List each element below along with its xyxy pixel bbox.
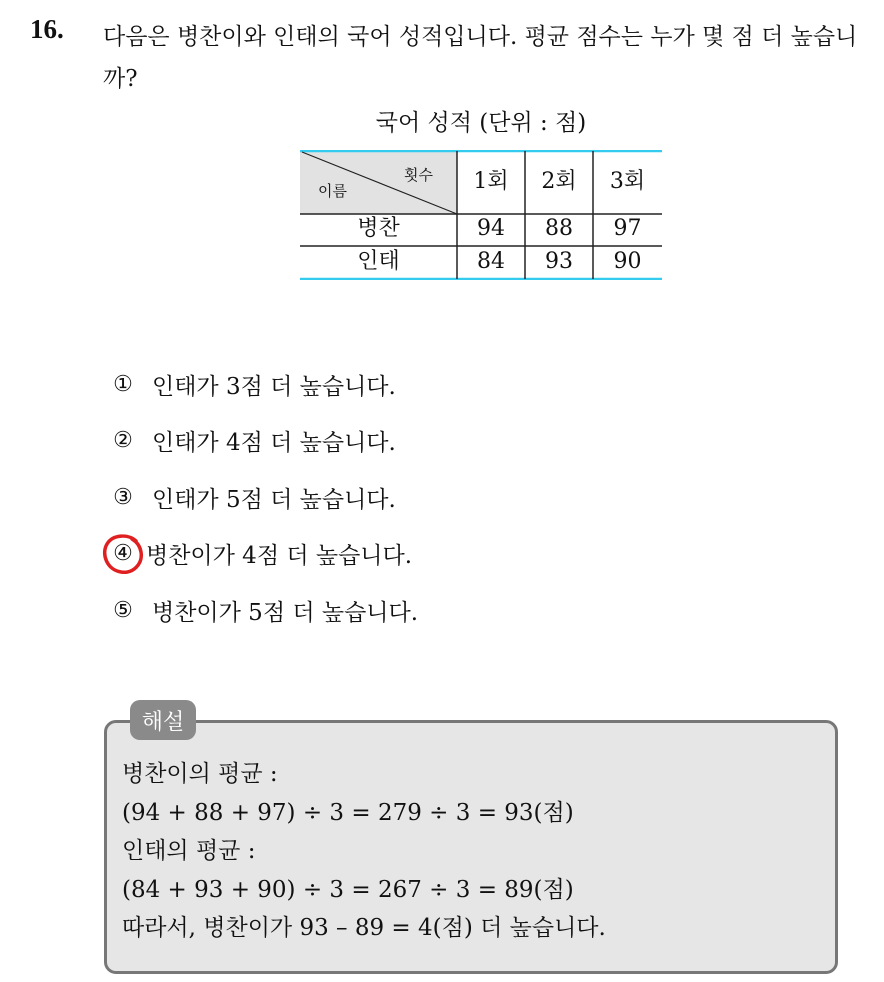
choice-5-number: ⑤	[113, 597, 133, 623]
choice-5-text: 병찬이가 5점 더 높습니다.	[152, 599, 419, 626]
choice-2-text: 인태가 4점 더 높습니다.	[152, 430, 396, 457]
choice-4[interactable]	[108, 526, 418, 583]
score-cell: 84	[477, 249, 505, 274]
choice-1-number: ①	[113, 371, 133, 397]
solution-line: 인태의 평균 :	[122, 838, 256, 864]
solution-label-badge: 해설	[130, 700, 196, 740]
choice-3[interactable]	[108, 469, 418, 526]
choice-3-number: ③	[113, 484, 133, 510]
solution-line: 따라서, 병찬이가 93 – 89 = 4(점) 더 높습니다.	[122, 915, 606, 941]
score-cell: 93	[545, 249, 573, 274]
column-header-3: 3회	[609, 169, 646, 194]
solution-line: 병찬이의 평균 :	[122, 761, 278, 787]
choice-2-number: ②	[113, 428, 133, 454]
answer-choices	[108, 356, 418, 639]
question-number: 16.	[30, 14, 64, 44]
score-table	[300, 150, 662, 280]
choice-3-text: 인태가 5점 더 높습니다.	[152, 486, 396, 513]
table-title: 국어 성적 (단위 : 점)	[375, 110, 587, 136]
choice-1[interactable]	[108, 356, 418, 413]
choice-1-text: 인태가 3점 더 높습니다.	[152, 373, 396, 400]
column-header-2: 2회	[541, 169, 577, 194]
choice-2[interactable]	[108, 413, 418, 470]
choice-4-mark: ④	[113, 541, 133, 567]
choice-4-text: 병찬이가 4점 더 높습니다.	[146, 543, 413, 570]
question-text: 다음은 병찬이와 인태의 국어 성적입니다. 평균 점수는 누가 몇 점 더 높습니까?	[103, 24, 858, 92]
score-cell: 94	[477, 216, 505, 241]
row-name-2: 인태	[357, 249, 400, 274]
choice-4-number	[108, 541, 138, 566]
solution-line: (84 + 93 + 90) ÷ 3 = 267 ÷ 3 = 89(점)	[122, 876, 574, 903]
selected-answer-circle-icon	[101, 532, 145, 576]
solution-line: (94 + 88 + 97) ÷ 3 = 279 ÷ 3 = 93(점)	[122, 799, 574, 826]
score-cell: 90	[613, 249, 642, 274]
column-header-1: 1회	[473, 169, 509, 194]
solution-content	[122, 755, 606, 948]
header-corner-top: 횟수	[404, 166, 433, 184]
score-cell: 97	[613, 216, 642, 241]
choice-5[interactable]	[108, 582, 418, 639]
score-cell: 88	[545, 216, 573, 241]
header-corner-bottom: 이름	[318, 182, 347, 200]
row-name-1: 병찬	[357, 216, 400, 241]
